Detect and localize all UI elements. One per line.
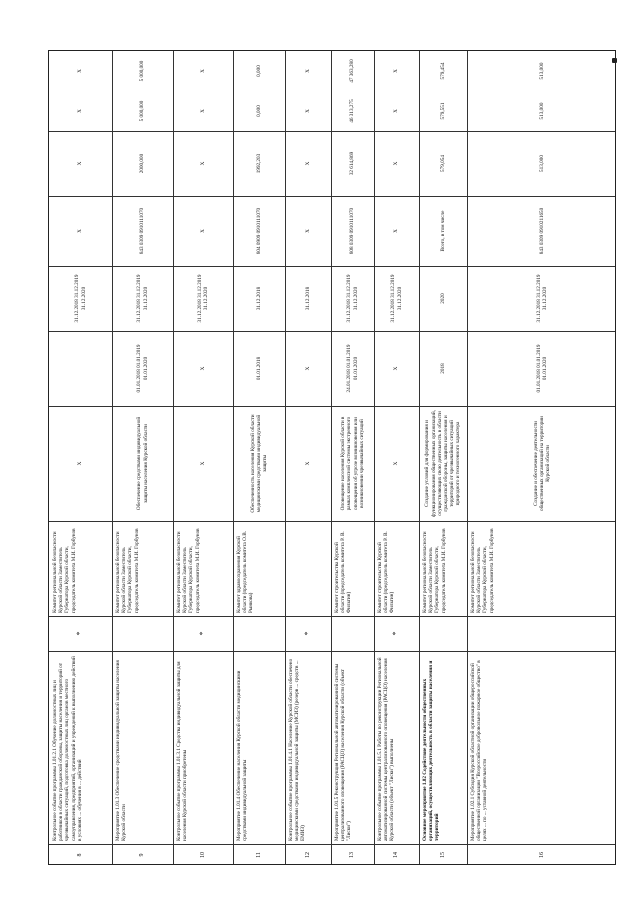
cell-num xyxy=(419,844,467,866)
cell-y2 xyxy=(374,91,419,131)
cell-y1 xyxy=(112,131,173,196)
cell-star xyxy=(374,616,419,651)
cell-text-resp: Комитет региональной безопасности Курской области Заместитель Губернатора Курской области, председатель комитета М.И. Горбунов xyxy=(176,528,201,613)
cell-text-num: 12 xyxy=(304,852,311,858)
cell-y3 xyxy=(233,51,285,91)
cell-start xyxy=(374,331,419,406)
cell-result xyxy=(419,406,467,521)
cell-num xyxy=(49,844,112,866)
cell-text-y1: 1992,203 xyxy=(255,153,262,174)
cell-desc xyxy=(331,651,374,844)
cell-text-kbk: 843 0309 0910111070 xyxy=(139,207,146,255)
cell-text-y1: Х xyxy=(393,161,400,166)
cell-text-y3: 5 000,000 xyxy=(139,60,146,82)
cell-y3 xyxy=(112,51,173,91)
cell-text-resp: Комитет региональной безопасности Курской области Заместитель Губернатора Курской области, председатель комитета М.И. Горбунов xyxy=(422,528,447,613)
cell-end xyxy=(374,266,419,331)
cell-text-kbk: 843 0309 0910211650 xyxy=(538,207,545,255)
cell-text-y3: 579,454 xyxy=(439,62,446,80)
cell-y3 xyxy=(467,51,617,91)
cell-end xyxy=(285,266,331,331)
cell-text-start: 2018 xyxy=(439,363,446,374)
cell-text-num: 15 xyxy=(439,852,446,858)
cell-text-start: 01.01.2018 01.01.2019 01.01.2020 xyxy=(136,344,149,393)
cell-start xyxy=(233,331,285,406)
cell-text-y2: 5 000,000 xyxy=(139,100,146,122)
cell-text-y3: Х xyxy=(77,69,84,73)
cell-text-result: Создание условий для формирования и функционирования общественных организаций, осуществляющих свою деятельность в области гражданской обороны, защиты населения и территорий от чрезвычайных ситуаций природного и техногенного характера xyxy=(424,410,462,517)
cell-start xyxy=(112,331,173,406)
cell-text-kbk: 804 0909 0910111070 xyxy=(255,207,262,255)
cell-text-end: 31.12.2018 31.12.2019 31.12.2020 xyxy=(535,274,548,323)
cell-text-y2: Х xyxy=(393,109,400,113)
cell-kbk xyxy=(49,196,112,266)
cell-text-num: 16 xyxy=(538,852,545,858)
cell-text-start: Х xyxy=(304,366,311,371)
cell-text-y1: 32 614,869 xyxy=(349,151,356,176)
cell-resp xyxy=(233,521,285,616)
cell-y1 xyxy=(173,131,233,196)
cell-text-y2: 46 313,275 xyxy=(349,99,356,123)
cell-text-resp: Комитет региональной безопасности Курской области Заместитель Губернатора Курской области, председатель комитета М.И. Горбунов xyxy=(52,528,77,613)
cell-num xyxy=(285,844,331,866)
cell-star xyxy=(173,616,233,651)
cell-desc xyxy=(49,651,112,844)
cell-y2 xyxy=(419,91,467,131)
cell-desc xyxy=(467,651,617,844)
cell-kbk xyxy=(112,196,173,266)
cell-desc xyxy=(112,651,173,844)
cell-y1 xyxy=(49,131,112,196)
cell-text-result: Х xyxy=(393,461,400,466)
cell-text-y3: 513,000 xyxy=(538,62,545,80)
cell-text-end: 31.12.2018 31.12.2019 31.12.2020 xyxy=(74,274,87,323)
cell-kbk xyxy=(173,196,233,266)
cell-y1 xyxy=(233,131,285,196)
cell-text-desc: Контрольное событие программы 1.01.2.1 Обучение должностных лиц и работников в области гражданской обороны, защиты населения и территорий от чрезвычайных ситуаций, подготовка должностных лиц органов местного самоуправления, предприятий, организаций и учреждений к выполнению действий в условиях ... обучения в ... действий xyxy=(52,656,83,841)
cell-desc xyxy=(374,651,419,844)
cell-start xyxy=(285,331,331,406)
cell-text-desc: Контрольное событие программы 1.01.4.1 Население Курской области обеспечено медицинскими средствами индивидуальной защиты (МСИЗ) (резерв ... средств ... ЕМИЗ) xyxy=(288,658,307,841)
cell-y3 xyxy=(419,51,467,91)
cell-text-kbk: Всего, в том числе xyxy=(439,210,446,252)
cell-kbk xyxy=(374,196,419,266)
cell-y1 xyxy=(331,131,374,196)
cell-text-start: Х xyxy=(199,366,206,371)
cell-text-y1: 2000,000 xyxy=(139,153,146,174)
cell-text-kbk: Х xyxy=(199,229,206,233)
cell-text-num: 10 xyxy=(199,852,206,858)
cell-text-resp: Комитет здравоохранения Курской области (председатель комитета О.В. Рынкова) xyxy=(236,531,255,613)
cell-text-desc: Мероприятие 1.02.1 Субсидия Курской областной организации общероссийской общественной организации "Всероссийское добровольное пожарное общество" в целях ... по ... уставной деятельности xyxy=(470,660,489,841)
cell-num xyxy=(173,844,233,866)
rotated-table xyxy=(48,50,616,865)
cell-y1 xyxy=(467,131,617,196)
cell-text-start: 24.01.2018 01.01.2019 01.01.2020 xyxy=(346,344,359,393)
cell-text-y1: 579,054 xyxy=(439,155,446,172)
cell-text-y3: Х xyxy=(304,69,311,73)
cell-text-kbk: Х xyxy=(304,229,311,233)
cell-text-y3: 47 363,280 xyxy=(349,59,356,83)
cell-y2 xyxy=(285,91,331,131)
cell-result xyxy=(331,406,374,521)
cell-text-desc: Основное мероприятие 1.02 Содействие деятельности общественных организаций, осуществляющих деятельность в области защиты населения и территорий xyxy=(422,660,441,841)
cell-text-star: * xyxy=(391,631,401,636)
cell-kbk xyxy=(467,196,617,266)
cell-text-y2: Х xyxy=(304,109,311,113)
cell-text-num: 13 xyxy=(349,852,356,858)
cell-text-result: Х xyxy=(77,461,84,466)
cell-start xyxy=(173,331,233,406)
cell-text-start: 01.01.2018 01.01.2019 01.01.2020 xyxy=(535,344,548,393)
cell-text-resp: Комитет региональной безопасности Курской области Заместитель Губернатора Курской области, председатель комитета М.И. Горбунов xyxy=(115,528,140,613)
cell-start xyxy=(467,331,617,406)
cell-end xyxy=(419,266,467,331)
cell-resp xyxy=(467,521,617,616)
cell-y3 xyxy=(331,51,374,91)
cell-text-y3: Х xyxy=(199,69,206,73)
cell-text-desc: Контрольное событие программы 1.01.3.1 Средства индивидуальной защиты для населения Курской области приобретены xyxy=(176,661,189,841)
cell-text-result: Обеспеченность населения Курской области медицинскими средствами индивидуальной защиты xyxy=(249,414,269,513)
cell-text-kbk: Х xyxy=(393,229,400,233)
cell-y2 xyxy=(331,91,374,131)
cell-y2 xyxy=(233,91,285,131)
cell-num xyxy=(374,844,419,866)
cell-resp xyxy=(49,521,112,616)
cell-text-end: 31.12.2018 31.12.2019 31.12.2020 xyxy=(346,274,359,323)
cell-result xyxy=(49,406,112,521)
cell-result xyxy=(233,406,285,521)
cell-end xyxy=(112,266,173,331)
cell-text-star: * xyxy=(302,631,312,636)
cell-result xyxy=(374,406,419,521)
cell-y3 xyxy=(285,51,331,91)
cell-y2 xyxy=(49,91,112,131)
cell-text-y2: 513,000 xyxy=(538,102,545,120)
cell-result xyxy=(467,406,617,521)
cell-desc xyxy=(285,651,331,844)
cell-y3 xyxy=(49,51,112,91)
cell-text-result: Оповещение населения Курской области в рамках комплексной системы экстренного оповещения об угрозе возникновения или возникновении чрезвычайных ситуаций xyxy=(340,416,365,511)
cell-text-desc: Мероприятие 1.01.5 Реконструкция Региональной автоматизированной системы централизованного оповещения (РАСЦО) населения Курской области (объект "Лиски") xyxy=(334,663,353,841)
cell-text-start: Х xyxy=(393,366,400,371)
cell-text-num: 11 xyxy=(255,852,262,858)
cell-result xyxy=(285,406,331,521)
cell-end xyxy=(331,266,374,331)
cell-text-result: Обеспечение средствами индивидуальной защиты населения Курской области xyxy=(136,416,149,511)
cell-resp xyxy=(374,521,419,616)
cell-text-y1: Х xyxy=(77,161,84,166)
cell-text-result: Создание и обеспечение деятельности общественных организаций на территории Курской области xyxy=(532,416,552,511)
cell-y3 xyxy=(173,51,233,91)
cell-text-result: Х xyxy=(304,461,311,466)
cell-text-y1: Х xyxy=(199,161,206,166)
cell-end xyxy=(233,266,285,331)
cell-text-num: 8 xyxy=(77,853,84,857)
cell-y2 xyxy=(112,91,173,131)
cell-end xyxy=(467,266,617,331)
cell-text-num: 9 xyxy=(139,853,146,857)
cell-text-y2: Х xyxy=(77,109,84,113)
cell-kbk xyxy=(331,196,374,266)
cell-text-y2: 579,551 xyxy=(439,102,446,120)
cell-text-resp: Комитет региональной безопасности Курской области Заместитель Губернатора Курской области, председатель комитета М.И. Горбунов xyxy=(470,528,495,613)
cell-text-start: 01.01.2018 xyxy=(255,356,262,381)
cell-desc xyxy=(173,651,233,844)
cell-end xyxy=(49,266,112,331)
cell-num xyxy=(233,844,285,866)
cell-text-num: 14 xyxy=(393,852,400,858)
cell-text-kbk: 808 0309 0910111070 xyxy=(349,207,356,255)
cell-text-end: 31.12.2018 31.12.2019 31.12.2020 xyxy=(196,274,209,323)
cell-y1 xyxy=(419,131,467,196)
cell-num xyxy=(467,844,617,866)
cell-kbk xyxy=(419,196,467,266)
cell-text-star: * xyxy=(197,631,207,636)
cell-y2 xyxy=(173,91,233,131)
cell-text-star: * xyxy=(75,631,85,636)
cell-resp xyxy=(331,521,374,616)
cell-star xyxy=(49,616,112,651)
cell-text-end: 31.12.2018 xyxy=(255,286,262,311)
cell-text-desc: Контрольное событие программы 1.01.5.1 Работы по реконструкции Региональной автоматизированной системы централизованного оповещения (РАСЦО) населения Курской области (объект "Лиски") выполнены xyxy=(377,657,396,841)
cell-text-y2: 0,000 xyxy=(255,105,262,117)
cell-y3 xyxy=(374,51,419,91)
column-divider xyxy=(49,616,615,617)
cell-desc xyxy=(419,651,467,844)
cell-y1 xyxy=(374,131,419,196)
cell-kbk xyxy=(233,196,285,266)
cell-text-end: 31.12.2018 xyxy=(304,286,311,311)
cell-text-end: 2020 xyxy=(439,293,446,304)
cell-start xyxy=(331,331,374,406)
cell-resp xyxy=(112,521,173,616)
cell-text-resp: Комитет строительства Курской области (председатель комитета Р. В. Фильтин) xyxy=(377,531,396,613)
cell-num xyxy=(112,844,173,866)
cell-text-y3: 0,000 xyxy=(255,65,262,77)
cell-result xyxy=(112,406,173,521)
cell-start xyxy=(419,331,467,406)
cell-star xyxy=(285,616,331,651)
cell-text-y2: Х xyxy=(199,109,206,113)
cell-resp xyxy=(173,521,233,616)
scan-dot-mark xyxy=(612,58,617,63)
cell-num xyxy=(331,844,374,866)
cell-result xyxy=(173,406,233,521)
cell-kbk xyxy=(285,196,331,266)
cell-end xyxy=(173,266,233,331)
cell-text-y1: Х xyxy=(304,161,311,166)
cell-text-result: Х xyxy=(199,461,206,466)
cell-text-kbk: Х xyxy=(77,229,84,233)
cell-text-desc: Мероприятие 1.01.3 Обеспечение средствами индивидуальной защиты населения Курской области xyxy=(115,660,128,841)
cell-text-desc: Мероприятие 1.01.4 Обеспечение населения Курской области медицинскими средствами индивидуальной защиты xyxy=(236,670,249,841)
cell-resp xyxy=(419,521,467,616)
cell-text-y1: 513,000 xyxy=(538,155,545,172)
cell-y1 xyxy=(285,131,331,196)
cell-text-end: 31.12.2018 31.12.2019 31.12.2020 xyxy=(136,274,149,323)
cell-text-resp: Комитет строительства Курской области (председатель комитета Р. В. Фильтин) xyxy=(334,531,353,613)
cell-desc xyxy=(233,651,285,844)
cell-text-end: 31.12.2018 31.12.2019 31.12.2020 xyxy=(390,274,403,323)
cell-y2 xyxy=(467,91,617,131)
cell-text-y3: Х xyxy=(393,69,400,73)
